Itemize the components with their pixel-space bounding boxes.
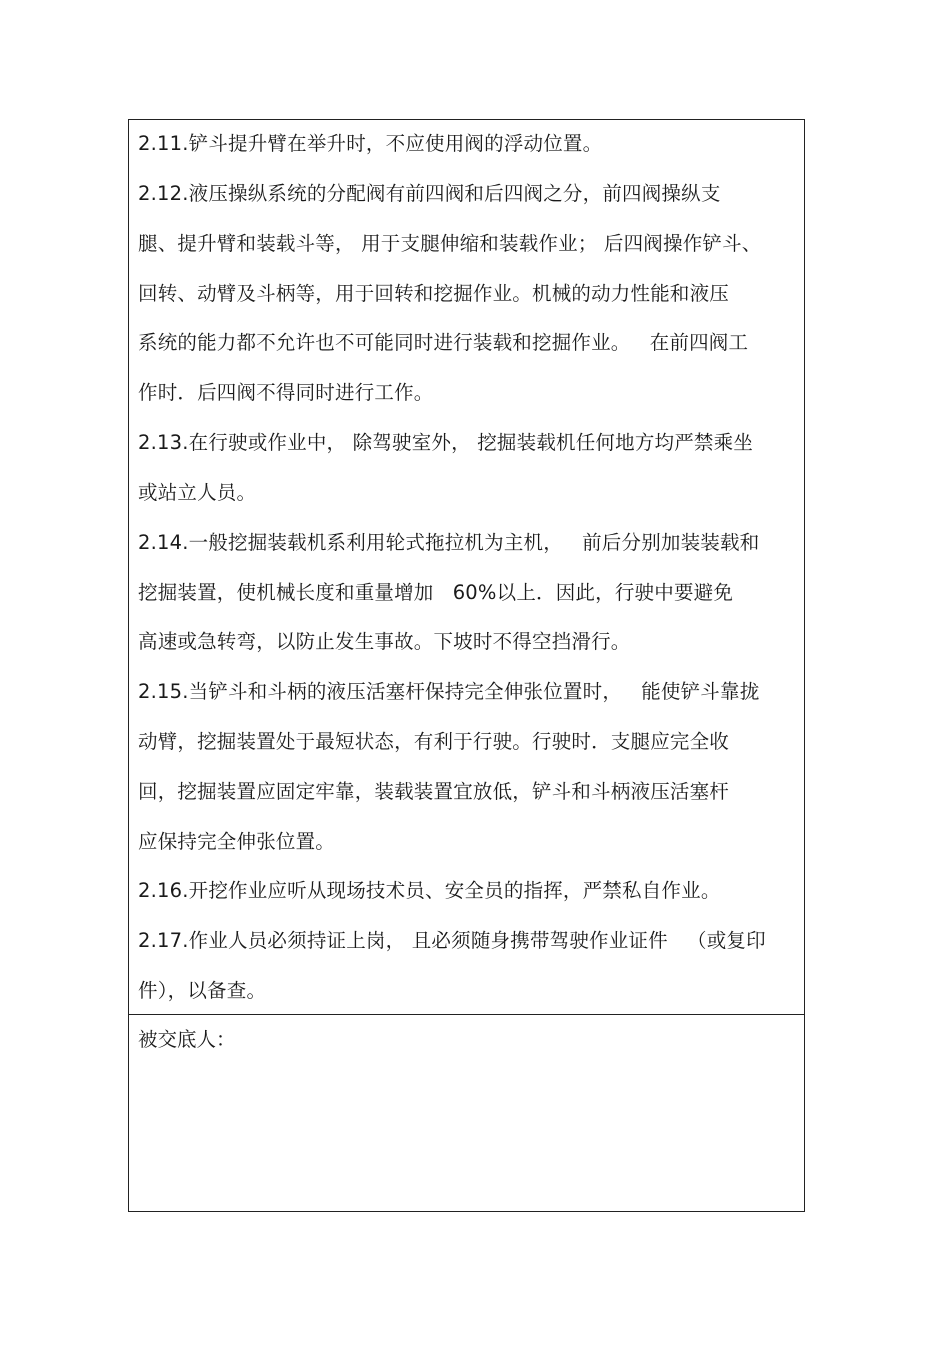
disclosure-table: [128, 119, 805, 1212]
rule-line: 2.11.铲斗提升臂在举升时，不应使用阀的浮动位置。: [138, 132, 603, 155]
rule-line: 高速或急转弯，以防止发生事故。下坡时不得空挡滑行。: [138, 630, 631, 653]
table-divider: [129, 1014, 804, 1015]
rule-line: 回转、动臂及斗柄等，用于回转和挖掘作业。机械的动力性能和液压: [138, 282, 730, 305]
rule-line: 2.16.开挖作业应听从现场技术员、安全员的指挥，严禁私自作业。: [138, 879, 721, 902]
rule-line: 2.13.在行驶或作业中， 除驾驶室外， 挖掘装载机任何地方均严禁乘坐: [138, 431, 754, 454]
recipient-label: 被交底人：: [138, 1028, 236, 1051]
rule-line: 挖掘装置，使机械长度和重量增加 60%以上．因此，行驶中要避免: [138, 581, 734, 604]
rule-line: 或站立人员。: [138, 481, 257, 504]
safety-rules-cell: [129, 120, 804, 1014]
rule-line: 2.14.一般挖掘装载机系利用轮式拖拉机为主机， 前后分别加装装载和: [138, 531, 760, 554]
rule-line: 2.12.液压操纵系统的分配阀有前四阀和后四阀之分，前四阀操纵支: [138, 182, 721, 205]
rule-line: 系统的能力都不允许也不可能同时进行装载和挖掘作业。 在前四阀工: [138, 331, 749, 354]
signature-cell: [129, 1016, 804, 1211]
rule-line: 动臂，挖掘装置处于最短状态，有利于行驶。行驶时．支腿应完全收: [138, 730, 730, 753]
rule-line: 应保持完全伸张位置。: [138, 830, 336, 853]
rule-line: 腿、提升臂和装载斗等， 用于支腿伸缩和装载作业； 后四阀操作铲斗、: [138, 232, 762, 255]
rule-line: 作时．后四阀不得同时进行工作。: [138, 381, 434, 404]
rule-line: 2.15.当铲斗和斗柄的液压活塞杆保持完全伸张位置时， 能使铲斗靠拢: [138, 680, 760, 703]
rule-line: 回，挖掘装置应固定牢靠，装载装置宜放低，铲斗和斗柄液压活塞杆: [138, 780, 730, 803]
rule-line: 件），以备查。: [138, 979, 267, 1002]
rule-line: 2.17.作业人员必须持证上岗， 且必须随身携带驾驶作业证件 （或复印: [138, 929, 766, 952]
